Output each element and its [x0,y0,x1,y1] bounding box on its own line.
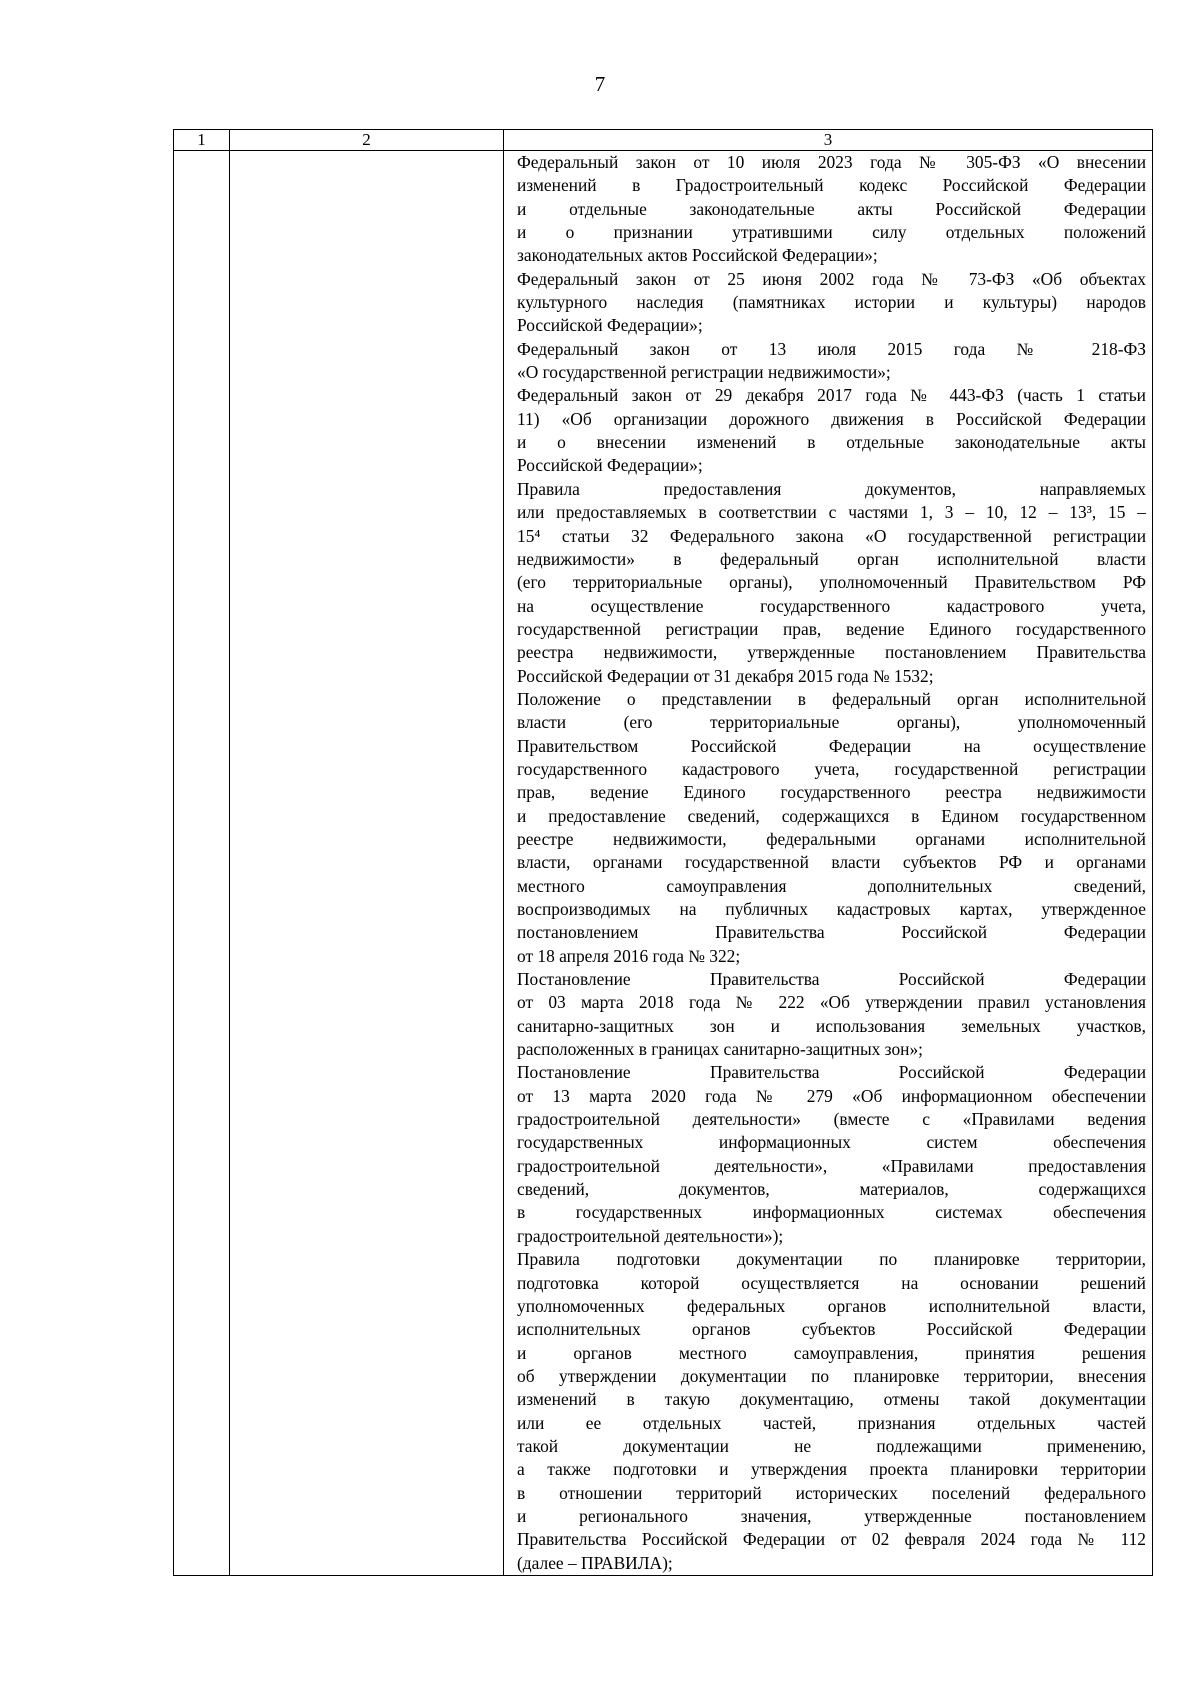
paragraph-line: уполномоченных федеральных органов исполнительной власти, [517,1295,1146,1316]
paragraph-line: (далее – ПРАВИЛА); [517,1552,673,1573]
paragraph-line: градостроительной деятельности», «Правилами предоставления [517,1155,1146,1176]
paragraph-line: в отношении территорий исторических поселений федерального [517,1482,1146,1503]
paragraph-line: и о внесении изменений в отдельные законодательные акты [517,432,1146,453]
paragraph-line: власти, органами государственной власти субъектов РФ и органами [517,852,1146,873]
paragraph-line: от 18 апреля 2016 года № 322; [517,945,741,966]
paragraph-line: или предоставляемых в соответствии с частями 1, 3 – 10, 12 – 13³, 15 – [517,502,1146,523]
paragraph-line: санитарно-защитных зон и использования земельных участков, [517,1015,1146,1036]
paragraph-line: Правительства Российской Федерации от 02 февраля 2024 года № 112 [517,1529,1146,1550]
paragraph-line: воспроизводимых на публичных кадастровых картах, утвержденное [517,899,1146,919]
paragraph-line: Российской Федерации от 31 декабря 2015 года № 1532; [517,665,934,686]
paragraph-line: власти (его территориальные органы), уполномоченный [517,712,1146,733]
paragraph-line: сведений, документов, материалов, содержащихся [517,1179,1146,1200]
paragraph-line: и органов местного самоуправления, принятия решения [517,1342,1146,1363]
paragraph-line: местного самоуправления дополнительных сведений, [517,875,1146,896]
legal-act-paragraph [517,338,1146,385]
paragraph-line: Российской Федерации»; [517,315,703,336]
paragraph-line: государственных информационных систем обеспечения [517,1132,1146,1153]
paragraph-line: а также подготовки и утверждения проекта планировки территории [517,1459,1146,1480]
document-table [173,129,1153,1576]
paragraph-line: культурного наследия (памятниках истории и культуры) народов [517,292,1146,313]
paragraph-line: Положение о представлении в федеральный орган исполнительной [517,688,1146,709]
paragraph-line: государственного кадастрового учета, государственной регистрации [517,758,1146,779]
paragraph-line: (его территориальные органы), уполномоченный Правительством РФ [517,572,1146,593]
paragraph-line: изменений в такую документацию, отмены такой документации [517,1389,1146,1410]
paragraph-line: от 03 марта 2018 года № 222 «Об утверждении правил установления [517,992,1146,1013]
paragraph-line: Правительством Российской Федерации на осуществление [517,735,1146,756]
paragraph-line: 15⁴ статьи 32 Федерального закона «О государственной регистрации [517,525,1146,546]
paragraph-line: расположенных в границах санитарно-защитных зон»; [517,1039,923,1060]
legal-act-paragraph [517,1248,1146,1575]
column-header-1: 1 [174,130,230,151]
paragraph-line: и отдельные законодательные акты Российской Федерации [517,198,1146,219]
legal-act-paragraph [517,968,1146,1061]
paragraph-line: от 13 марта 2020 года № 279 «Об информационном обеспечении [517,1085,1146,1106]
paragraph-line: градостроительной деятельности»); [517,1225,784,1246]
table-header-row [174,130,1153,151]
paragraph-line: на осуществление государственного кадастрового учета, [517,595,1146,616]
paragraph-line: Федеральный закон от 10 июля 2023 года № 305-ФЗ «О внесении [517,152,1146,172]
legal-act-paragraph [517,1061,1146,1248]
paragraph-line: подготовка которой осуществляется на основании решений [517,1272,1146,1293]
paragraph-line: такой документации не подлежащими применению, [517,1435,1146,1456]
legal-act-paragraph [517,268,1146,338]
paragraph-line: Федеральный закон от 25 июня 2002 года № 73-ФЗ «Об объектах [517,268,1146,289]
paragraph-line: об утверждении документации по планировке территории, внесения [517,1365,1146,1386]
paragraph-line: Правила предоставления документов, направляемых [517,478,1146,499]
paragraph-line: постановлением Правительства Российской Федерации [517,922,1146,943]
column-header-2: 2 [230,130,504,151]
paragraph-line: изменений в Градостроительный кодекс Российской Федерации [517,175,1146,196]
paragraph-line: Постановление Правительства Российской Федерации [517,969,1146,990]
paragraph-line: законодательных актов Российской Федерации»; [517,245,878,266]
paragraph-line: реестра недвижимости, утвержденные постановлением Правительства [517,642,1146,663]
paragraph-line: прав, ведение Единого государственного реестра недвижимости [517,782,1146,803]
paragraph-line: в государственных информационных системах обеспечения [517,1202,1146,1223]
legal-act-paragraph [517,151,1146,268]
paragraph-line: государственной регистрации прав, ведение Единого государственного [517,618,1146,639]
legal-acts-list [504,151,1152,1575]
cell-col-2 [230,151,504,1576]
paragraph-line: и предоставление сведений, содержащихся в Едином государственном [517,805,1146,826]
paragraph-line: недвижимости» в федеральный орган исполнительной власти [517,548,1146,569]
paragraph-line: «О государственной регистрации недвижимости»; [517,362,891,383]
paragraph-line: и регионального значения, утвержденные постановлением [517,1505,1146,1526]
legal-act-paragraph [517,478,1146,688]
paragraph-line: Правила подготовки документации по планировке территории, [517,1249,1146,1270]
legal-act-paragraph [517,688,1146,968]
paragraph-line: 11) «Об организации дорожного движения в Российской Федерации [517,408,1146,429]
paragraph-line: Постановление Правительства Российской Федерации [517,1062,1146,1083]
paragraph-line: Федеральный закон от 13 июля 2015 года № 218-ФЗ [517,338,1146,359]
paragraph-line: градостроительной деятельности» (вместе с «Правилами ведения [517,1109,1146,1130]
column-header-3: 3 [504,130,1153,151]
paragraph-line: Федеральный закон от 29 декабря 2017 года № 443-ФЗ (часть 1 статьи [517,385,1146,406]
table-row [174,151,1153,1576]
paragraph-line: реестре недвижимости, федеральными органами исполнительной [517,828,1146,849]
page-number: 7 [594,72,606,96]
paragraph-line: или ее отдельных частей, признания отдельных частей [517,1412,1146,1433]
cell-col-1 [174,151,230,1576]
legal-act-paragraph [517,384,1146,477]
paragraph-line: Российской Федерации»; [517,455,703,476]
paragraph-line: и о признании утратившими силу отдельных положений [517,222,1146,243]
paragraph-line: исполнительных органов субъектов Российской Федерации [517,1319,1146,1340]
cell-col-3 [504,151,1153,1576]
